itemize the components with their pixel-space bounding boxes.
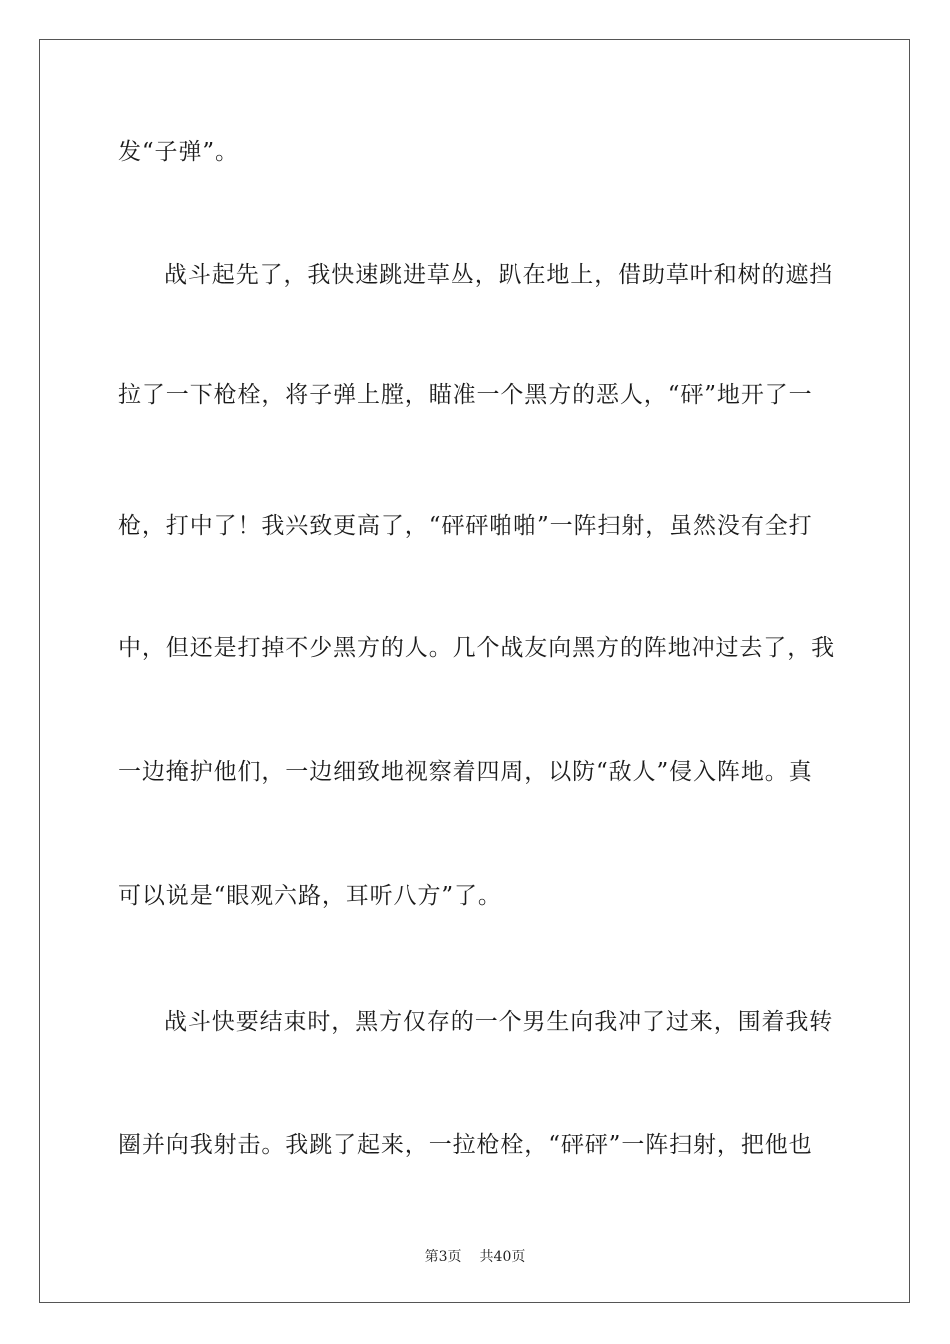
- text-line: 一边掩护他们，一边细致地视察着四周，以防“敌人”侵入阵地。真: [118, 759, 813, 785]
- paragraph-start-line: 战斗起先了，我快速跳进草丛，趴在地上，借助草叶和树的遮挡: [164, 262, 834, 288]
- page-number: 第3页: [424, 1249, 462, 1265]
- page-frame: [39, 39, 910, 1303]
- page-footer: [0, 1248, 950, 1266]
- text-line: 枪，打中了！我兴致更高了，“砰砰啪啪”一阵扫射，虽然没有全打: [118, 513, 813, 539]
- text-line: 圈并向我射击。我跳了起来，一拉枪栓，“砰砰”一阵扫射，把他也: [118, 1132, 813, 1158]
- text-line: 拉了一下枪栓，将子弹上膛，瞄准一个黑方的恶人，“砰”地开了一: [118, 382, 813, 408]
- text-line: 发“子弹”。: [118, 139, 239, 165]
- paragraph-start-line: 战斗快要结束时，黑方仅存的一个男生向我冲了过来，围着我转: [164, 1009, 834, 1035]
- text-line: 中，但还是打掉不少黑方的人。几个战友向黑方的阵地冲过去了，我: [118, 635, 835, 661]
- text-line: 可以说是“眼观六路，耳听八方”了。: [118, 883, 502, 909]
- page-total: 共40页: [479, 1249, 526, 1265]
